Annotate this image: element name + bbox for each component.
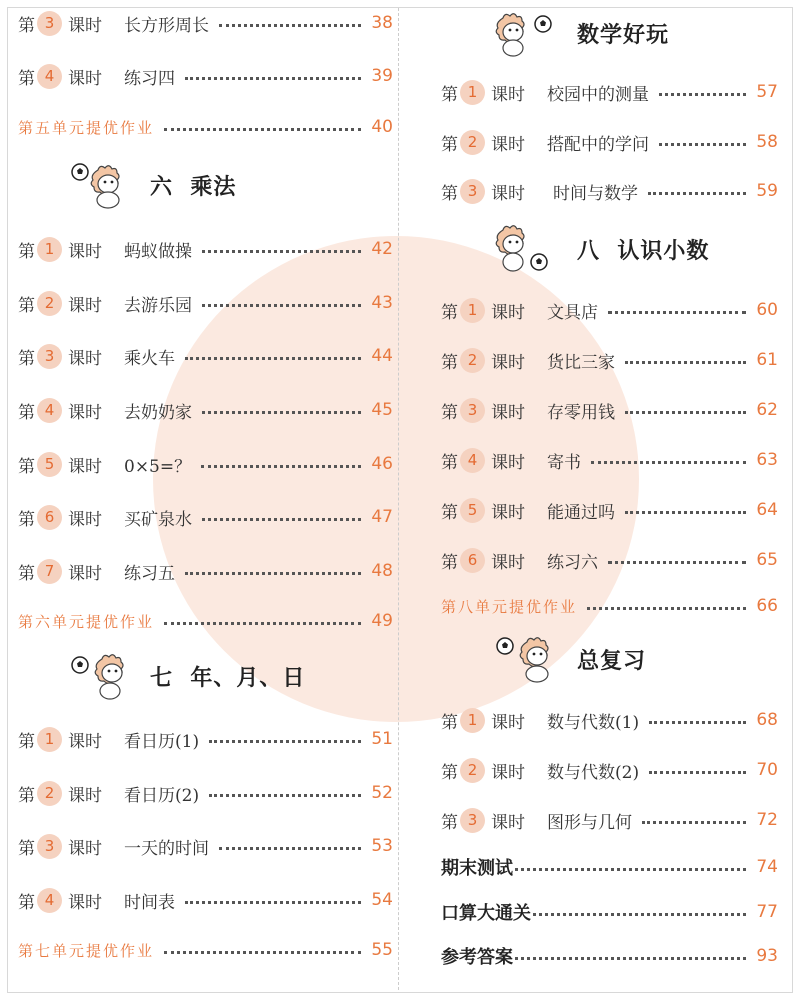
page-number: 46 bbox=[371, 454, 393, 474]
lesson-title: 文具店 bbox=[547, 302, 598, 323]
toc-row[interactable] bbox=[18, 234, 393, 264]
lesson-suffix: 课时 bbox=[491, 352, 525, 373]
lesson-prefix: 第 bbox=[18, 785, 35, 806]
lesson-title: 货比三家 bbox=[547, 352, 615, 373]
lesson-suffix: 课时 bbox=[68, 838, 102, 859]
unit-exercise-title: 第六单元提优作业 bbox=[18, 612, 155, 631]
dinosaur-mascot-icon bbox=[495, 224, 559, 274]
toc-row[interactable] bbox=[441, 295, 778, 325]
lesson-title: 看日历(2) bbox=[124, 785, 200, 806]
lesson-number-badge: 2 bbox=[37, 781, 62, 806]
toc-row[interactable] bbox=[18, 288, 393, 318]
lesson-title: 0×5=？ bbox=[124, 456, 192, 477]
lesson-prefix: 第 bbox=[18, 68, 35, 89]
page-number: 58 bbox=[756, 132, 778, 152]
dinosaur-mascot-icon bbox=[495, 634, 559, 684]
column-divider bbox=[398, 8, 400, 990]
toc-row[interactable] bbox=[441, 852, 778, 882]
unit-exercise-title: 第五单元提优作业 bbox=[18, 118, 155, 137]
lesson-suffix: 课时 bbox=[491, 762, 525, 783]
lesson-title: 看日历(1) bbox=[124, 731, 200, 752]
toc-row[interactable] bbox=[441, 127, 778, 157]
leader-dots bbox=[201, 465, 361, 468]
leader-dots bbox=[515, 868, 746, 871]
lesson-number-badge: 2 bbox=[37, 291, 62, 316]
lesson-title: 能通过吗 bbox=[547, 502, 615, 523]
lesson-number-badge: 2 bbox=[460, 130, 485, 155]
lesson-suffix: 课时 bbox=[491, 452, 525, 473]
toc-row[interactable] bbox=[18, 556, 393, 586]
lesson-number-badge: 3 bbox=[37, 834, 62, 859]
lesson-title: 练习四 bbox=[124, 68, 175, 89]
toc-row[interactable] bbox=[441, 445, 778, 475]
lesson-title: 去游乐园 bbox=[124, 295, 192, 316]
toc-row[interactable] bbox=[441, 941, 778, 971]
leader-dots bbox=[659, 93, 746, 96]
lesson-prefix: 第 bbox=[441, 84, 458, 105]
lesson-prefix: 第 bbox=[18, 295, 35, 316]
leader-dots bbox=[185, 357, 361, 360]
leader-dots bbox=[642, 821, 746, 824]
toc-row[interactable] bbox=[18, 61, 393, 91]
lesson-suffix: 课时 bbox=[68, 456, 102, 477]
lesson-title: 数与代数(1) bbox=[547, 712, 640, 733]
page-number: 66 bbox=[756, 596, 778, 616]
section-title: 七 年、月、日 bbox=[150, 665, 306, 691]
lesson-prefix: 第 bbox=[18, 731, 35, 752]
leader-dots bbox=[625, 411, 746, 414]
lesson-suffix: 课时 bbox=[491, 712, 525, 733]
page-number: 54 bbox=[371, 890, 393, 910]
lesson-prefix: 第 bbox=[18, 15, 35, 36]
page-number: 52 bbox=[371, 783, 393, 803]
toc-row[interactable] bbox=[441, 176, 778, 206]
page-number: 65 bbox=[756, 550, 778, 570]
lesson-suffix: 课时 bbox=[491, 134, 525, 155]
leader-dots bbox=[185, 901, 361, 904]
lesson-suffix: 课时 bbox=[68, 295, 102, 316]
section-title: 八 认识小数 bbox=[577, 238, 710, 264]
page-number: 42 bbox=[371, 239, 393, 259]
lesson-suffix: 课时 bbox=[68, 402, 102, 423]
lesson-number-badge: 3 bbox=[37, 11, 62, 36]
toc-row[interactable] bbox=[441, 545, 778, 575]
lesson-suffix: 课时 bbox=[491, 402, 525, 423]
leader-dots bbox=[164, 951, 361, 954]
leader-dots bbox=[202, 304, 361, 307]
toc-row[interactable] bbox=[18, 449, 393, 479]
page-number: 45 bbox=[371, 400, 393, 420]
lesson-prefix: 第 bbox=[18, 456, 35, 477]
lesson-number-badge: 1 bbox=[460, 298, 485, 323]
lesson-number-badge: 3 bbox=[460, 398, 485, 423]
lesson-number-badge: 6 bbox=[37, 505, 62, 530]
section-header bbox=[495, 224, 709, 274]
leader-dots bbox=[209, 740, 361, 743]
lesson-number-badge: 4 bbox=[460, 448, 485, 473]
lesson-number-badge: 7 bbox=[37, 559, 62, 584]
toc-row[interactable] bbox=[441, 805, 778, 835]
page-number: 93 bbox=[756, 946, 778, 966]
lesson-title: 时间与数学 bbox=[553, 183, 638, 204]
page-number: 63 bbox=[756, 450, 778, 470]
toc-row[interactable] bbox=[441, 897, 778, 927]
toc-row[interactable] bbox=[18, 502, 393, 532]
lesson-suffix: 课时 bbox=[68, 892, 102, 913]
lesson-title: 存零用钱 bbox=[547, 402, 615, 423]
leader-dots bbox=[649, 721, 746, 724]
leader-dots bbox=[648, 192, 746, 195]
toc-row[interactable] bbox=[441, 345, 778, 375]
lesson-suffix: 课时 bbox=[68, 15, 102, 36]
lesson-title: 练习五 bbox=[124, 563, 175, 584]
lesson-title: 乘火车 bbox=[124, 348, 175, 369]
lesson-prefix: 第 bbox=[18, 838, 35, 859]
leader-dots bbox=[164, 128, 361, 131]
page-number: 68 bbox=[756, 710, 778, 730]
page-number: 39 bbox=[371, 66, 393, 86]
leader-dots bbox=[625, 361, 746, 364]
toc-row[interactable] bbox=[18, 8, 393, 38]
lesson-title: 蚂蚁做操 bbox=[124, 241, 192, 262]
page-number: 57 bbox=[756, 82, 778, 102]
toc-row[interactable] bbox=[441, 705, 778, 735]
lesson-title: 搭配中的学问 bbox=[547, 134, 649, 155]
leader-dots bbox=[209, 794, 361, 797]
page-number: 38 bbox=[371, 13, 393, 33]
lesson-title: 时间表 bbox=[124, 892, 175, 913]
lesson-prefix: 第 bbox=[18, 348, 35, 369]
section-title: 六 乘法 bbox=[150, 174, 237, 200]
page-number: 49 bbox=[371, 611, 393, 631]
section-header bbox=[68, 651, 305, 701]
dinosaur-mascot-icon bbox=[68, 651, 132, 701]
section-header bbox=[495, 634, 646, 684]
unit-exercise-title: 第七单元提优作业 bbox=[18, 941, 155, 960]
toc-row[interactable] bbox=[441, 77, 778, 107]
leader-dots bbox=[533, 913, 746, 916]
leader-dots bbox=[164, 622, 361, 625]
leader-dots bbox=[515, 957, 746, 960]
lesson-prefix: 第 bbox=[441, 302, 458, 323]
lesson-prefix: 第 bbox=[441, 183, 458, 204]
section-header bbox=[68, 160, 236, 210]
soccer-ball-icon bbox=[497, 638, 513, 654]
lesson-prefix: 第 bbox=[18, 241, 35, 262]
lesson-number-badge: 1 bbox=[37, 237, 62, 262]
unit-exercise-row[interactable] bbox=[18, 606, 393, 636]
leader-dots bbox=[202, 411, 361, 414]
lesson-suffix: 课时 bbox=[68, 785, 102, 806]
lesson-title: 一天的时间 bbox=[124, 838, 209, 859]
soccer-ball-icon bbox=[535, 16, 551, 32]
leader-dots bbox=[219, 847, 361, 850]
lesson-suffix: 课时 bbox=[491, 502, 525, 523]
lesson-suffix: 课时 bbox=[68, 563, 102, 584]
lesson-suffix: 课时 bbox=[68, 509, 102, 530]
leader-dots bbox=[608, 311, 746, 314]
toc-row[interactable] bbox=[18, 778, 393, 808]
lesson-prefix: 第 bbox=[441, 352, 458, 373]
lesson-prefix: 第 bbox=[18, 509, 35, 530]
leader-dots bbox=[185, 572, 361, 575]
lesson-prefix: 第 bbox=[441, 762, 458, 783]
lesson-prefix: 第 bbox=[18, 892, 35, 913]
lesson-title: 数与代数(2) bbox=[547, 762, 640, 783]
page-number: 74 bbox=[756, 857, 778, 877]
lesson-prefix: 第 bbox=[441, 712, 458, 733]
toc-row[interactable] bbox=[18, 395, 393, 425]
page-number: 51 bbox=[371, 729, 393, 749]
leader-dots bbox=[591, 461, 746, 464]
section-header bbox=[495, 8, 669, 58]
lesson-number-badge: 3 bbox=[37, 344, 62, 369]
lesson-suffix: 课时 bbox=[68, 348, 102, 369]
lesson-number-badge: 3 bbox=[460, 808, 485, 833]
dinosaur-mascot-icon bbox=[495, 8, 559, 58]
lesson-number-badge: 1 bbox=[37, 727, 62, 752]
page-number: 40 bbox=[371, 117, 393, 137]
toc-row[interactable] bbox=[18, 724, 393, 754]
page-number: 55 bbox=[371, 940, 393, 960]
lesson-title: 买矿泉水 bbox=[124, 509, 192, 530]
page-number: 61 bbox=[756, 350, 778, 370]
lesson-title: 去奶奶家 bbox=[124, 402, 192, 423]
toc-row[interactable] bbox=[18, 341, 393, 371]
page-number: 70 bbox=[756, 760, 778, 780]
lesson-number-badge: 4 bbox=[37, 398, 62, 423]
leader-dots bbox=[202, 518, 361, 521]
page-number: 47 bbox=[371, 507, 393, 527]
toc-row[interactable] bbox=[18, 885, 393, 915]
page-number: 62 bbox=[756, 400, 778, 420]
lesson-number-badge: 6 bbox=[460, 548, 485, 573]
lesson-prefix: 第 bbox=[441, 402, 458, 423]
lesson-prefix: 第 bbox=[18, 563, 35, 584]
section-title: 数学好玩 bbox=[577, 22, 670, 48]
leader-dots bbox=[219, 24, 361, 27]
lesson-title: 寄书 bbox=[547, 452, 581, 473]
lesson-number-badge: 2 bbox=[460, 348, 485, 373]
chapter-title: 参考答案 bbox=[441, 947, 513, 968]
chapter-title: 期末测试 bbox=[441, 858, 513, 879]
lesson-suffix: 课时 bbox=[491, 552, 525, 573]
lesson-suffix: 课时 bbox=[491, 183, 525, 204]
lesson-prefix: 第 bbox=[441, 502, 458, 523]
toc-row[interactable] bbox=[441, 395, 778, 425]
lesson-prefix: 第 bbox=[441, 552, 458, 573]
lesson-number-badge: 5 bbox=[37, 452, 62, 477]
lesson-suffix: 课时 bbox=[68, 241, 102, 262]
page-number: 64 bbox=[756, 500, 778, 520]
soccer-ball-icon bbox=[72, 164, 88, 180]
page-number: 44 bbox=[371, 346, 393, 366]
soccer-ball-icon bbox=[531, 254, 547, 270]
leader-dots bbox=[185, 77, 361, 80]
lesson-suffix: 课时 bbox=[491, 302, 525, 323]
lesson-number-badge: 4 bbox=[37, 888, 62, 913]
soccer-ball-icon bbox=[72, 657, 88, 673]
toc-row[interactable] bbox=[441, 495, 778, 525]
unit-exercise-row[interactable] bbox=[18, 112, 393, 142]
leader-dots bbox=[608, 561, 746, 564]
page-number: 59 bbox=[756, 181, 778, 201]
lesson-prefix: 第 bbox=[441, 812, 458, 833]
lesson-title: 校园中的测量 bbox=[547, 84, 649, 105]
leader-dots bbox=[202, 250, 361, 253]
lesson-title: 图形与几何 bbox=[547, 812, 632, 833]
page-number: 72 bbox=[756, 810, 778, 830]
leader-dots bbox=[649, 771, 746, 774]
chapter-title: 口算大通关 bbox=[441, 903, 531, 924]
lesson-title: 练习六 bbox=[547, 552, 598, 573]
lesson-number-badge: 4 bbox=[37, 64, 62, 89]
unit-exercise-title: 第八单元提优作业 bbox=[441, 597, 578, 616]
unit-exercise-row[interactable] bbox=[441, 591, 778, 621]
lesson-prefix: 第 bbox=[441, 452, 458, 473]
lesson-number-badge: 1 bbox=[460, 80, 485, 105]
lesson-suffix: 课时 bbox=[68, 731, 102, 752]
lesson-suffix: 课时 bbox=[68, 68, 102, 89]
page-number: 43 bbox=[371, 293, 393, 313]
toc-row[interactable] bbox=[441, 755, 778, 785]
toc-row[interactable] bbox=[18, 831, 393, 861]
lesson-number-badge: 2 bbox=[460, 758, 485, 783]
lesson-number-badge: 3 bbox=[460, 179, 485, 204]
lesson-title: 长方形周长 bbox=[124, 15, 209, 36]
page-number: 53 bbox=[371, 836, 393, 856]
leader-dots bbox=[587, 607, 746, 610]
section-title: 总复习 bbox=[577, 648, 647, 674]
lesson-prefix: 第 bbox=[18, 402, 35, 423]
lesson-prefix: 第 bbox=[441, 134, 458, 155]
lesson-suffix: 课时 bbox=[491, 84, 525, 105]
leader-dots bbox=[659, 143, 746, 146]
dinosaur-mascot-icon bbox=[68, 160, 132, 210]
leader-dots bbox=[625, 511, 746, 514]
lesson-number-badge: 5 bbox=[460, 498, 485, 523]
lesson-number-badge: 1 bbox=[460, 708, 485, 733]
page-number: 48 bbox=[371, 561, 393, 581]
page-number: 60 bbox=[756, 300, 778, 320]
unit-exercise-row[interactable] bbox=[18, 935, 393, 965]
page-number: 77 bbox=[756, 902, 778, 922]
lesson-suffix: 课时 bbox=[491, 812, 525, 833]
